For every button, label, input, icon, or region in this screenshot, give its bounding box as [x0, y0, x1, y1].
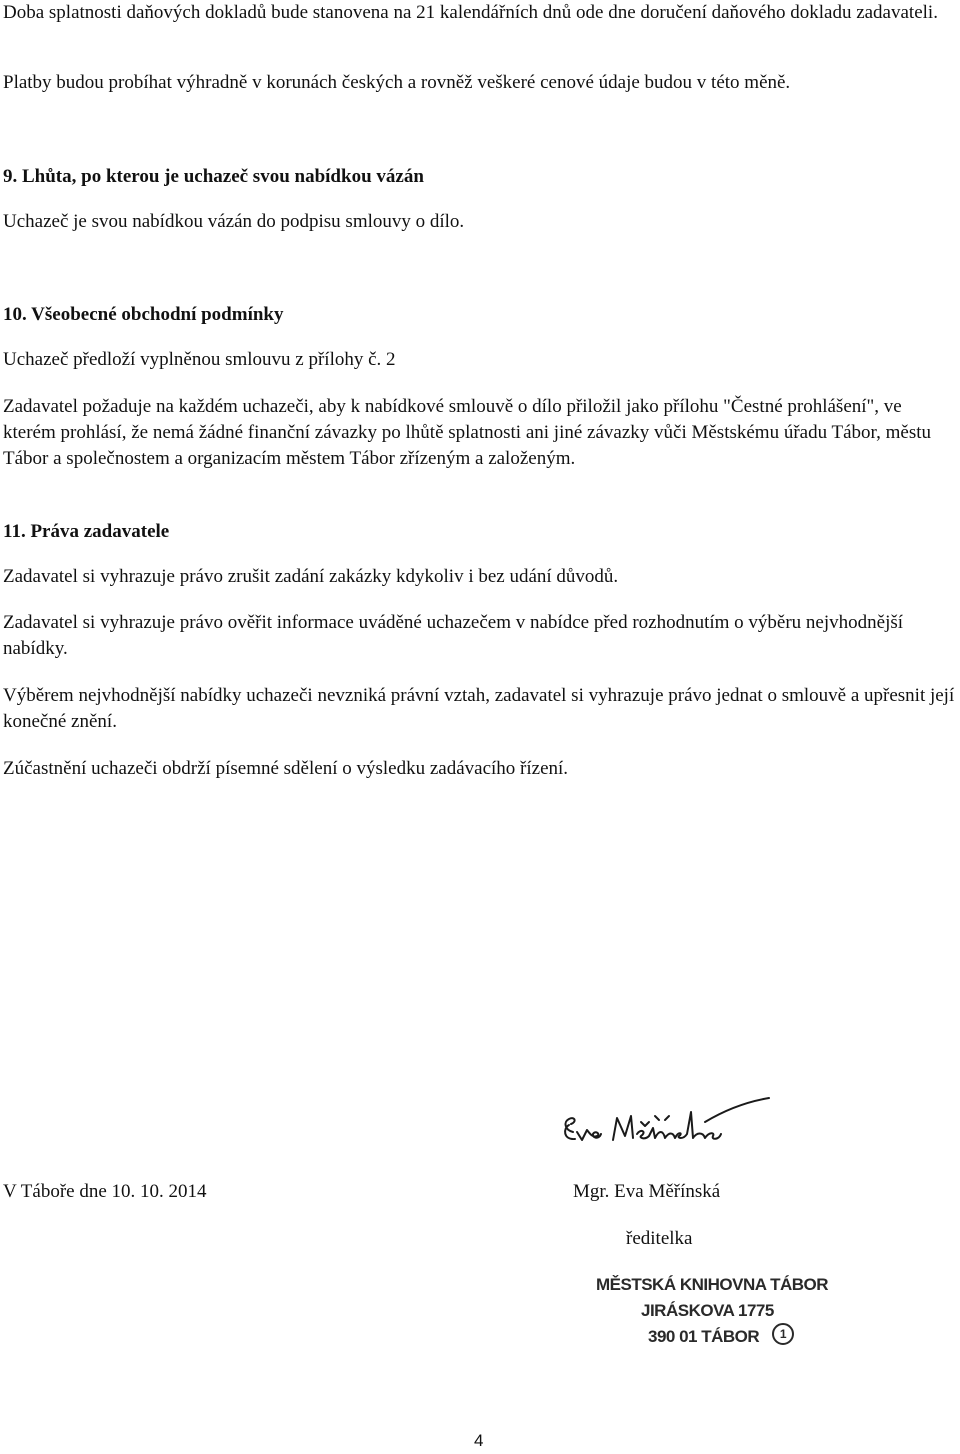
official-stamp [592, 1270, 829, 1350]
section-11-text-1: Zadavatel si vyhrazuje právo zrušit zadání zakázky kdykoliv i bez udání důvodů. [3, 566, 619, 587]
stamp-line-2: JIRÁSKOVA 1775 [641, 1301, 774, 1320]
stamp-line-1: MĚSTSKÁ KNIHOVNA TÁBOR [596, 1275, 829, 1294]
place-date: V Táboře dne 10. 10. 2014 [3, 1181, 207, 1202]
stamp-line-3: 390 01 TÁBOR [648, 1327, 760, 1346]
section-10-text-1: Uchazeč předloží vyplněnou smlouvu z přílohy č. 2 [3, 349, 396, 370]
section-11-text-4: Zúčastnění uchazeči obdrží písemné sdělení o výsledku zadávacího řízení. [3, 758, 569, 779]
page-number: 4 [474, 1431, 484, 1450]
section-11-text-2: Zadavatel si vyhrazuje právo ověřit informace uváděné uchazečem v nabídce před rozhodnutím o výběru nejvhodnější nabídky. [3, 612, 908, 659]
section-9-text: Uchazeč je svou nabídkou vázán do podpisu smlouvy o dílo. [3, 211, 465, 232]
signer-role: ředitelka [626, 1228, 693, 1249]
paragraph-payment-due: Doba splatnosti daňových dokladů bude stanovena na 21 kalendářních dnů ode dne doručení daňového dokladu zadavateli. [3, 2, 938, 23]
handwritten-signature [555, 1092, 775, 1152]
section-11-heading: 11. Práva zadavatele [3, 521, 170, 542]
signer-name: Mgr. Eva Měřínská [573, 1181, 721, 1202]
section-9-heading: 9. Lhůta, po kterou je uchazeč svou nabídkou vázán [3, 166, 424, 187]
paragraph-currency: Platby budou probíhat výhradně v korunách českých a rovněž veškeré cenové údaje budou v této měně. [3, 72, 791, 93]
section-11-text-3: Výběrem nejvhodnější nabídky uchazeči nevzniká právní vztah, zadavatel si vyhrazuje právo jednat o smlouvě a upřesnit její konečné znění. [3, 685, 959, 732]
stamp-number: 1 [772, 1323, 794, 1345]
section-10-heading: 10. Všeobecné obchodní podmínky [3, 304, 284, 325]
section-10-text-2: Zadavatel požaduje na každém uchazeči, aby k nabídkové smlouvě o dílo přiložil jako přílohu "Čestné prohlášení", ve kterém prohlásí, že nemá žádné finanční závazky po lhůtě splatnosti ani jiné závazky vůči Městskému úřadu Tábor, městu Tábor a společnostem a organizacím městem Tábor zřízeným a založeným. [3, 396, 936, 469]
